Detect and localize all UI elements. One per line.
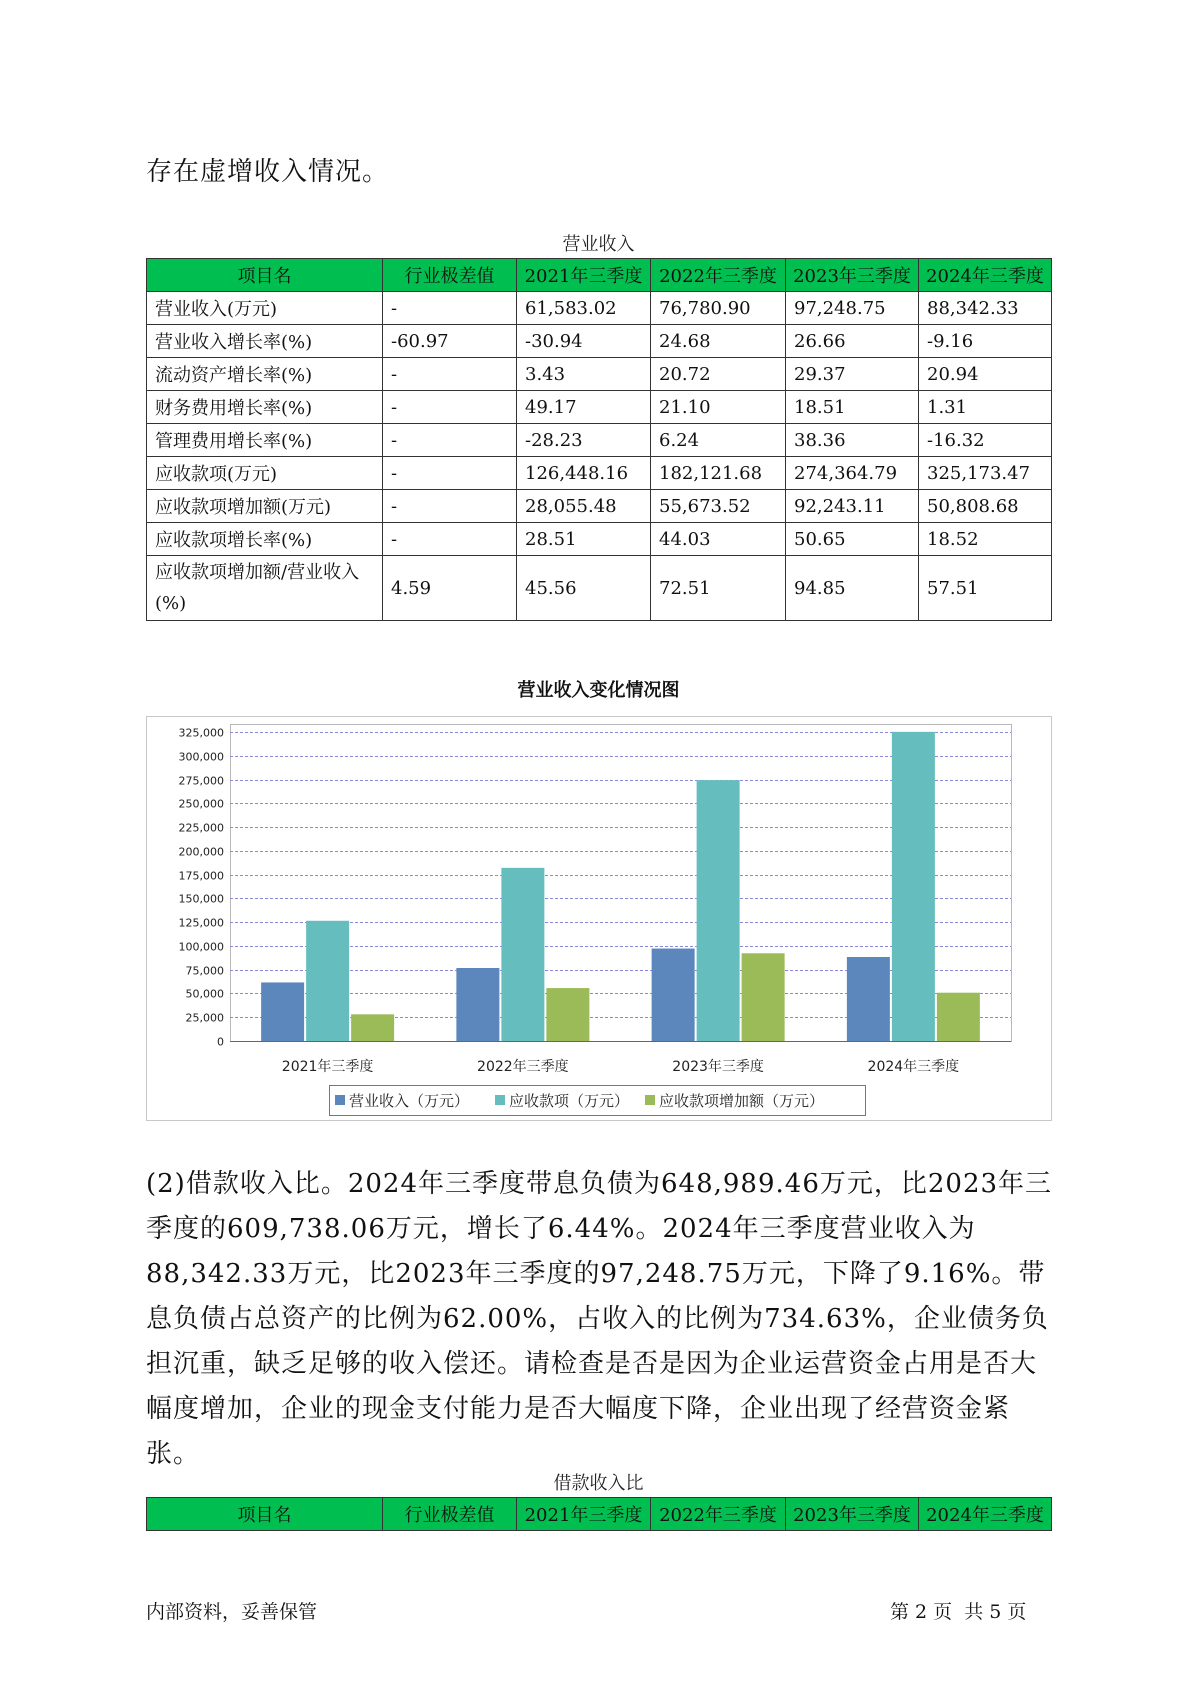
- header-cell: 2024年三季度: [919, 1498, 1052, 1531]
- legend-swatch: [495, 1095, 505, 1105]
- table-cell: 61,583.02: [517, 292, 651, 325]
- y-tick-label: 325,000: [178, 726, 224, 740]
- paragraph-debt-ratio: (2)借款收入比。2024年三季度带息负债为648,989.46万元，比2023年三季度的609,738.06万元，增长了6.44%。2024年三季度营业收入为88,342.33万元，比2023年三季度的97,248.75万元，下降了9.16%。带息负债占总资产的比例为62.00%，占收入的比例为734.63%，企业债务负担沉重，缺乏足够的收入偿还。请检查是否是因为企业运营资金占用是否大幅度增加，企业的现金支付能力是否大幅度下降，企业出现了经营资金紧张。: [146, 1169, 1053, 1469]
- table-cell: -: [383, 457, 517, 490]
- bar: [351, 1014, 394, 1041]
- bar: [546, 988, 589, 1041]
- footer-page-number: 第 2 页 共 5 页: [890, 1601, 1027, 1623]
- y-tick-label: 200,000: [178, 845, 224, 859]
- table-cell: 182,121.68: [651, 457, 786, 490]
- table-cell: 1.31: [919, 391, 1052, 424]
- bar: [937, 993, 980, 1041]
- table-cell: 45.56: [517, 556, 651, 621]
- table-cell: 92,243.11: [786, 490, 919, 523]
- table-cell: 50,808.68: [919, 490, 1052, 523]
- row-label: 应收款项(万元): [147, 457, 383, 490]
- row-label: 应收款项增加额/营业收入(%): [147, 556, 383, 621]
- table-cell: 29.37: [786, 358, 919, 391]
- table-cell: -: [383, 424, 517, 457]
- table-cell: 88,342.33: [919, 292, 1052, 325]
- header-cell: 2022年三季度: [651, 259, 786, 292]
- x-tick-label: 2023年三季度: [672, 1059, 764, 1075]
- table2-caption: 借款收入比: [553, 1473, 644, 1494]
- table-cell: 20.72: [651, 358, 786, 391]
- table-cell: 3.43: [517, 358, 651, 391]
- table-cell: -30.94: [517, 325, 651, 358]
- table-cell: 26.66: [786, 325, 919, 358]
- row-label: 流动资产增长率(%): [147, 358, 383, 391]
- y-tick-label: 25,000: [185, 1011, 224, 1025]
- table-cell: 28,055.48: [517, 490, 651, 523]
- header-cell: 2022年三季度: [651, 1498, 786, 1531]
- x-tick-label: 2022年三季度: [477, 1059, 569, 1075]
- intro-text: 存在虚增收入情况。: [146, 157, 390, 187]
- table-cell: 55,673.52: [651, 490, 786, 523]
- debt-revenue-table: [146, 1497, 1052, 1531]
- table-cell: 18.52: [919, 523, 1052, 556]
- table-cell: 38.36: [786, 424, 919, 457]
- x-tick-label: 2021年三季度: [281, 1059, 374, 1075]
- table-cell: -9.16: [919, 325, 1052, 358]
- y-tick-label: 150,000: [178, 892, 224, 906]
- table-cell: 94.85: [786, 556, 919, 621]
- bar: [697, 780, 740, 1041]
- table-cell: 49.17: [517, 391, 651, 424]
- row-label: 财务费用增长率(%): [147, 391, 383, 424]
- bar: [261, 982, 304, 1041]
- table-cell: -28.23: [517, 424, 651, 457]
- row-label: 应收款项增长率(%): [147, 523, 383, 556]
- x-tick-label: 2024年三季度: [867, 1059, 960, 1075]
- row-label: 营业收入增长率(%): [147, 325, 383, 358]
- table-cell: 20.94: [919, 358, 1052, 391]
- header-cell: 行业极差值: [383, 1498, 517, 1531]
- y-tick-label: 225,000: [178, 821, 224, 835]
- y-tick-label: 250,000: [178, 797, 224, 811]
- y-tick-label: 125,000: [178, 916, 224, 930]
- row-label: 管理费用增长率(%): [147, 424, 383, 457]
- table-cell: 274,364.79: [786, 457, 919, 490]
- bar: [501, 868, 544, 1041]
- table-cell: -: [383, 523, 517, 556]
- table-cell: -: [383, 292, 517, 325]
- bar: [847, 957, 890, 1041]
- row-label: 营业收入(万元): [147, 292, 383, 325]
- table-cell: 76,780.90: [651, 292, 786, 325]
- y-tick-label: 50,000: [185, 987, 224, 1001]
- table1-caption: 营业收入: [562, 234, 635, 255]
- table-cell: 50.65: [786, 523, 919, 556]
- table-cell: 126,448.16: [517, 457, 651, 490]
- header-cell: 2023年三季度: [786, 259, 919, 292]
- y-tick-label: 100,000: [178, 940, 224, 954]
- table-cell: 6.24: [651, 424, 786, 457]
- table-cell: -16.32: [919, 424, 1052, 457]
- header-cell: 2021年三季度: [517, 1498, 651, 1531]
- bar: [306, 921, 349, 1041]
- table-cell: -: [383, 490, 517, 523]
- legend-swatch: [335, 1095, 345, 1105]
- table-cell: 28.51: [517, 523, 651, 556]
- table-cell: 24.68: [651, 325, 786, 358]
- footer-confidential: 内部资料，妥善保管: [146, 1601, 318, 1623]
- bar: [892, 732, 935, 1041]
- header-cell: 2021年三季度: [517, 259, 651, 292]
- y-tick-label: 75,000: [185, 964, 224, 978]
- bar: [652, 949, 695, 1041]
- table-header-row: [147, 1498, 1052, 1531]
- legend-swatch: [645, 1095, 655, 1105]
- bar: [456, 968, 499, 1041]
- table-cell: -: [383, 358, 517, 391]
- y-tick-label: 0: [217, 1035, 224, 1049]
- header-cell: 2023年三季度: [786, 1498, 919, 1531]
- table-cell: 18.51: [786, 391, 919, 424]
- legend-label: 应收款项（万元）: [509, 1092, 630, 1110]
- table-cell: 4.59: [383, 556, 517, 621]
- table-cell: 21.10: [651, 391, 786, 424]
- table-cell: 325,173.47: [919, 457, 1052, 490]
- table-cell: 57.51: [919, 556, 1052, 621]
- chart-title: 营业收入变化情况图: [517, 680, 680, 701]
- legend-label: 应收款项增加额（万元）: [659, 1092, 825, 1110]
- table-cell: -60.97: [383, 325, 517, 358]
- bar: [742, 953, 785, 1041]
- y-tick-label: 300,000: [178, 750, 224, 764]
- table-cell: 44.03: [651, 523, 786, 556]
- header-cell: 2024年三季度: [919, 259, 1052, 292]
- y-tick-label: 275,000: [178, 774, 224, 788]
- table-cell: -: [383, 391, 517, 424]
- header-cell: 项目名: [147, 259, 383, 292]
- header-cell: 行业极差值: [383, 259, 517, 292]
- table-cell: 97,248.75: [786, 292, 919, 325]
- row-label: 应收款项增加额(万元): [147, 490, 383, 523]
- header-cell: 项目名: [147, 1498, 383, 1531]
- table-cell: 72.51: [651, 556, 786, 621]
- y-tick-label: 175,000: [178, 869, 224, 883]
- legend-label: 营业收入（万元）: [349, 1092, 470, 1110]
